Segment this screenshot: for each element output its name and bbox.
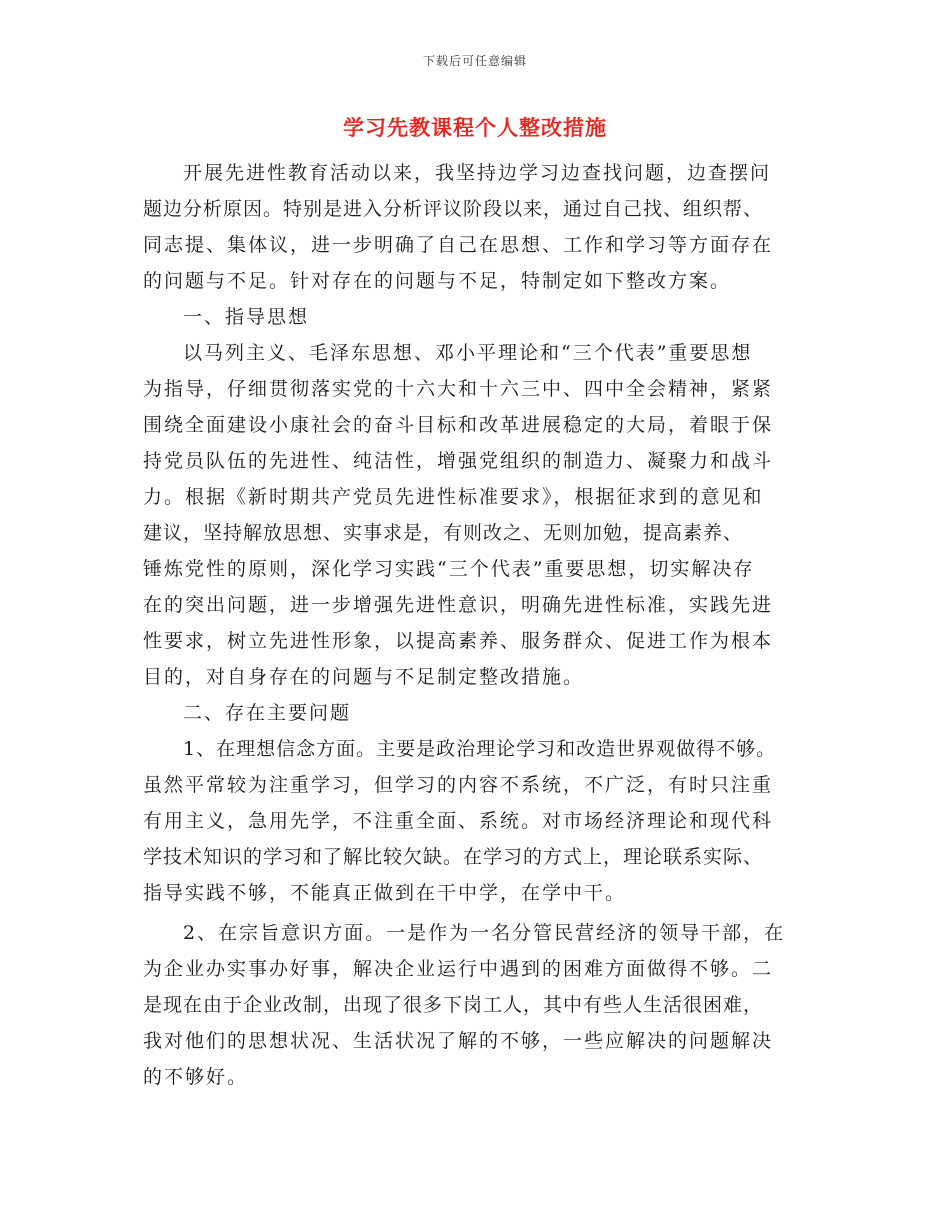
- paragraph-line: 目的，对自身存在的问题与不足制定整改措施。: [143, 666, 585, 688]
- paragraph-line: 同志提、集体议，进一步明确了自己在思想、工作和学习等方面存在: [143, 234, 774, 256]
- paragraph-line: 力。根据《新时期共产党员先进性标准要求》，根据征求到的意见和: [143, 486, 764, 508]
- section-heading: 一、指导思想: [183, 306, 310, 328]
- paragraph-line: 虽然平常较为注重学习，但学习的内容不系统，不广泛，有时只注重: [143, 774, 774, 796]
- paragraph-line: 2、在宗旨意识方面。一是作为一名分管民营经济的领导干部，在: [183, 922, 786, 944]
- paragraph-line: 有用主义，急用先学，不注重全面、系统。对市场经济理论和现代科: [143, 810, 774, 832]
- paragraph-line: 的问题与不足。针对存在的问题与不足，特制定如下整改方案。: [143, 270, 732, 292]
- paragraph-line: 指导实践不够，不能真正做到在干中学，在学中干。: [143, 882, 627, 904]
- paragraph-line: 围绕全面建设小康社会的奋斗目标和改革进展稳定的大局，着眼于保: [143, 414, 774, 436]
- header-note: 下载后可任意编辑: [422, 54, 527, 68]
- paragraph-line: 在的突出问题，进一步增强先进性意识，明确先进性标准，实践先进: [143, 594, 774, 616]
- paragraph-line: 我对他们的思想状况、生活状况了解的不够，一些应解决的问题解决: [143, 1030, 774, 1052]
- paragraph-line: 建议，坚持解放思想、实事求是，有则改之、无则加勉，提高素养、: [143, 522, 744, 544]
- paragraph-line: 的不够好。: [143, 1066, 249, 1088]
- document-body: [143, 155, 808, 1095]
- paragraph-line: 为指导，仔细贯彻落实党的十六大和十六三中、四中全会精神，紧紧: [143, 378, 774, 400]
- paragraph-line: 为企业办实事办好事，解决企业运行中遇到的困难方面做得不够。二: [143, 958, 774, 980]
- paragraph-line: 是现在由于企业改制，出现了很多下岗工人，其中有些人生活很困难，: [143, 994, 764, 1016]
- document-title: 学习先教课程个人整改措施: [343, 115, 607, 140]
- paragraph-line: 学技术知识的学习和了解比较欠缺。在学习的方式上，理论联系实际、: [143, 846, 764, 868]
- paragraph-line: 以马列主义、毛泽东思想、邓小平理论和“三个代表”重要思想: [183, 342, 753, 364]
- paragraph-line: 1、在理想信念方面。主要是政治理论学习和改造世界观做得不够。: [183, 738, 777, 760]
- paragraph-line: 性要求，树立先进性形象，以提高素养、服务群众、促进工作为根本: [143, 630, 774, 652]
- paragraph-line: 锤炼党性的原则，深化学习实践“三个代表”重要思想，切实解决存: [143, 558, 755, 580]
- section-heading: 二、存在主要问题: [183, 702, 352, 724]
- paragraph-line: 题边分析原因。特别是进入分析评议阶段以来，通过自己找、组织帮、: [143, 198, 764, 220]
- paragraph-line: 持党员队伍的先进性、纯洁性，增强党组织的制造力、凝聚力和战斗: [143, 450, 774, 472]
- paragraph-line: 开展先进性教育活动以来，我坚持边学习边查找问题，边查摆问: [183, 162, 772, 184]
